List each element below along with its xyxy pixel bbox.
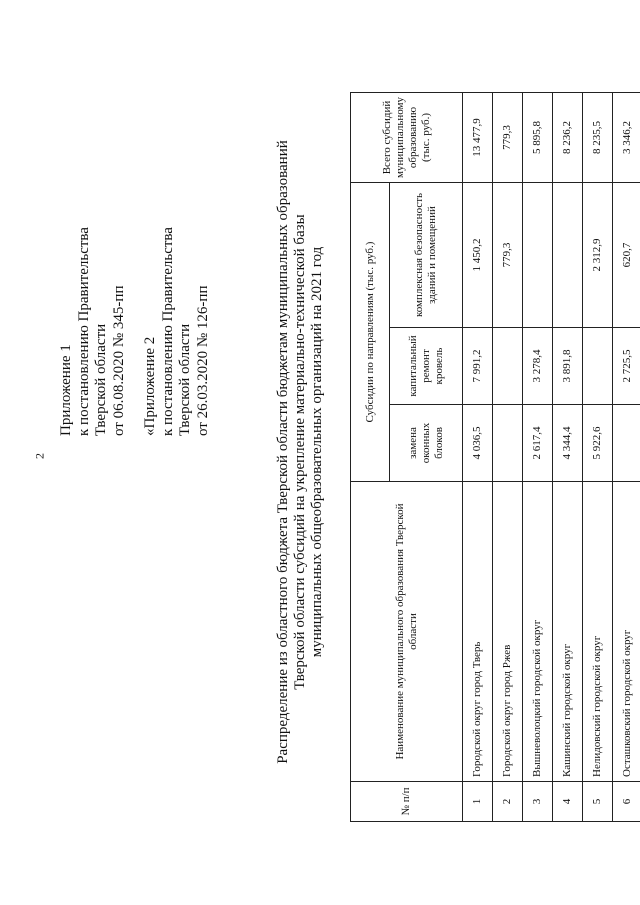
header-safety: комплексная безопасность зданий и помещений: [390, 183, 463, 328]
appendix-1-line-3: Тверской области: [93, 323, 109, 436]
appendix-2-line-2: к постановлению Правительства: [159, 227, 176, 436]
table-row: [463, 92, 493, 821]
header-total: Всего субсидий муниципальному образованию (тыс. руб.): [351, 92, 463, 182]
table-row: [493, 92, 523, 821]
row-municipality: Вышневолоцкий городской округ: [523, 482, 553, 782]
row-number: 6: [613, 782, 640, 822]
document-title: [275, 42, 326, 862]
row-windows: 2 617,4: [523, 405, 553, 482]
row-total: 13 477,9: [463, 92, 493, 182]
row-number: 4: [553, 782, 583, 822]
row-municipality: Городской округ город Ржев: [493, 482, 523, 782]
appendix-1-line-1: Приложение 1: [58, 344, 74, 436]
row-safety: [523, 183, 553, 328]
row-roofs: 3 278,4: [523, 328, 553, 405]
row-safety: [553, 183, 583, 328]
title-line-1: Распределение из областного бюджета Тверской области бюджетам муниципальных образований: [275, 140, 291, 764]
row-roofs: 3 891,8: [553, 328, 583, 405]
row-windows: 4 344,4: [553, 405, 583, 482]
row-total: 5 895,8: [523, 92, 553, 182]
table-row: [613, 92, 640, 821]
header-window-replacement: замена оконных блоков: [390, 405, 463, 482]
row-windows: 5 922,6: [583, 405, 613, 482]
subsidy-table: [350, 92, 640, 822]
row-safety: 2 312,9: [583, 183, 613, 328]
header-number: № п/п: [351, 782, 463, 822]
title-line-3: муниципальных общеобразовательных организаций на 2021 год: [309, 246, 325, 658]
row-total: 3 346,2: [613, 92, 640, 182]
row-roofs: [493, 328, 523, 405]
appendix-2-line-4: от 26.03.2020 № 126-пп: [194, 285, 211, 436]
row-total: 779,3: [493, 92, 523, 182]
row-roofs: 2 725,5: [613, 328, 640, 405]
row-roofs: 7 991,2: [463, 328, 493, 405]
row-number: 5: [583, 782, 613, 822]
row-municipality: Городской округ город Тверь: [463, 482, 493, 782]
row-municipality: Кашинский городской округ: [553, 482, 583, 782]
row-total: 8 236,2: [553, 92, 583, 182]
header-roof-repair: капитальный ремонт кровель: [390, 328, 463, 405]
row-total: 8 235,5: [583, 92, 613, 182]
row-windows: [613, 405, 640, 482]
row-roofs: [583, 328, 613, 405]
header-municipality: Наименование муниципального образования Тверской области: [351, 482, 463, 782]
row-number: 2: [493, 782, 523, 822]
header-subsidy-group: Субсидии по направлениям (тыс. руб.): [351, 183, 390, 482]
appendix-1-line-4: от 06.08.2020 № 345-пп: [110, 285, 127, 436]
row-number: 1: [463, 782, 493, 822]
row-safety: 1 450,2: [463, 183, 493, 328]
rotated-page-content: [20, 2, 633, 902]
page-number: 2: [32, 453, 47, 459]
row-safety: 620,7: [613, 183, 640, 328]
row-municipality: Нелидовский городской округ: [583, 482, 613, 782]
table-row: [583, 92, 613, 821]
row-windows: [493, 405, 523, 482]
row-number: 3: [523, 782, 553, 822]
table-row: [523, 92, 553, 821]
row-safety: 779,3: [493, 183, 523, 328]
appendix-1-line-2: к постановлению Правительства: [75, 227, 92, 436]
table-row: [553, 92, 583, 821]
row-windows: 4 036,5: [463, 405, 493, 482]
title-line-2: Тверской области субсидий на укрепление материально-технической базы: [292, 214, 308, 690]
appendix-block: [58, 227, 212, 436]
appendix-2-line-3: Тверской области: [177, 323, 193, 436]
row-municipality: Осташковский городской округ: [613, 482, 640, 782]
appendix-2-line-1: «Приложение 2: [142, 336, 158, 436]
